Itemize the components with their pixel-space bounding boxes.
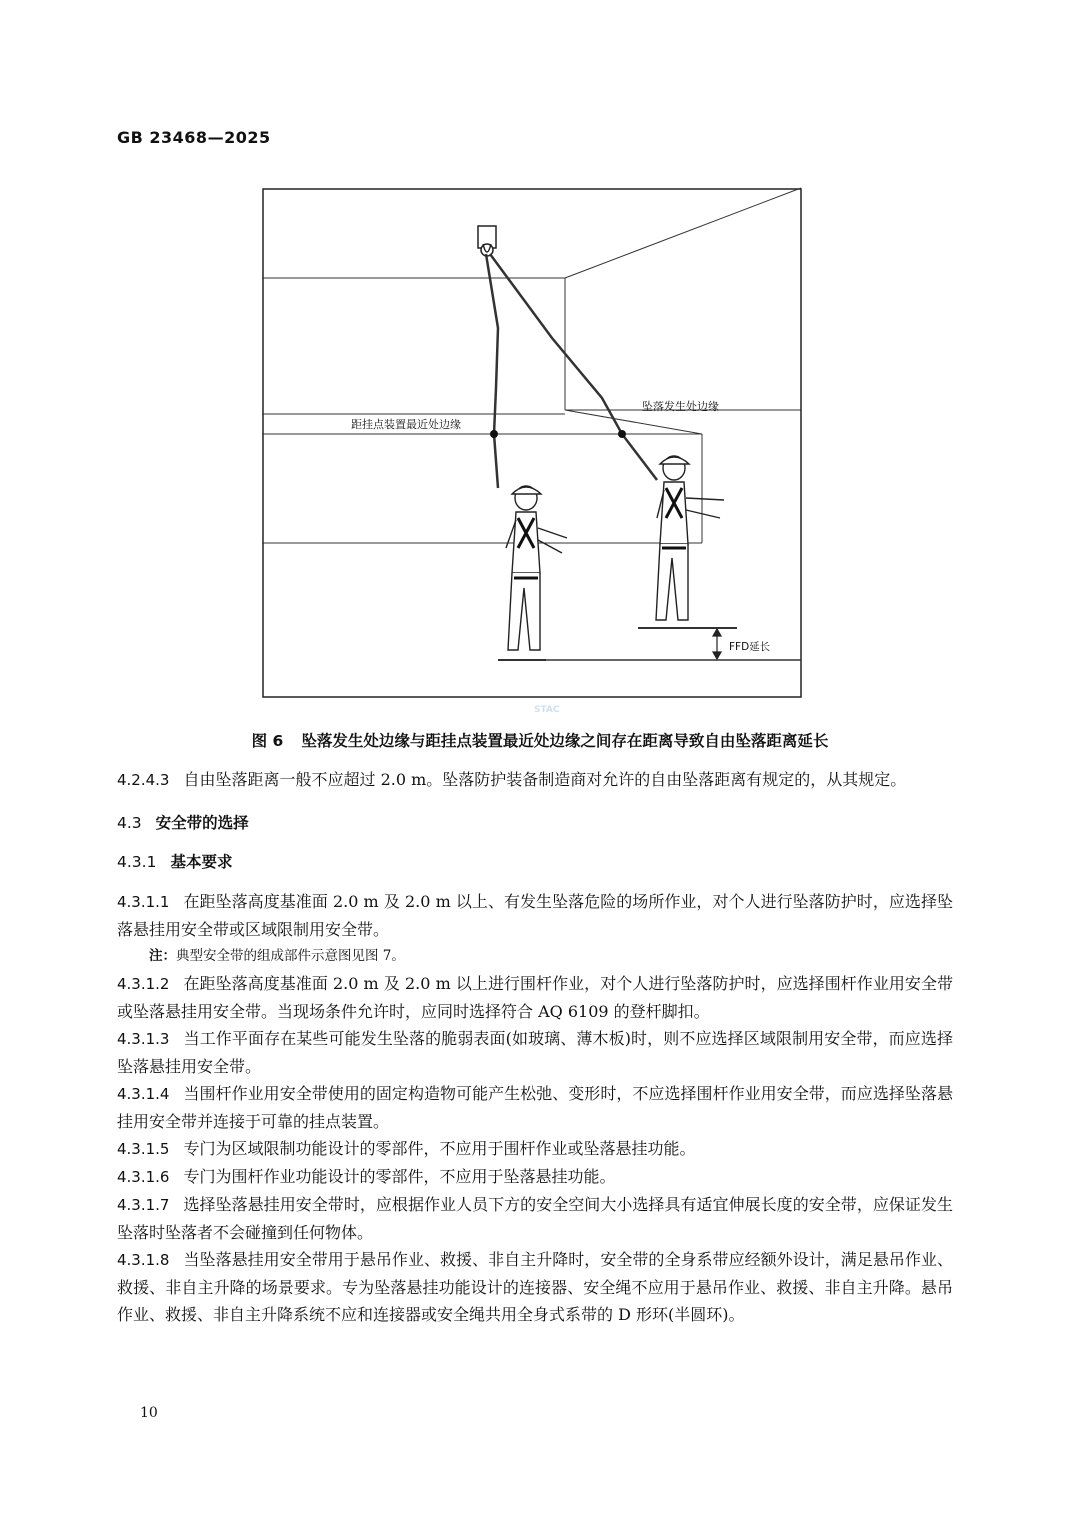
label-fall-edge: 坠落发生处边缘 <box>642 400 719 413</box>
clause-4-3-1-4: 4.3.1.4 当围杆作业用安全带使用的固定构造物可能产生松弛、变形时，不应选择围杆作业用安全带，而应选择坠落悬挂用安全带并连接于可靠的挂点装置。 <box>117 1084 953 1131</box>
label-near-edge: 距挂点装置最近处边缘 <box>351 418 461 431</box>
near-edge-point <box>490 430 498 438</box>
section-4-3-1-heading: 4.3.1 基本要求 <box>117 853 233 871</box>
label-ffd: FFD延长 <box>729 641 771 653</box>
clause-4-3-1-2: 4.3.1.2 在距坠落高度基准面 2.0 m 及 2.0 m 以上进行围杆作业，对个人进行坠落防护时，应选择围杆作业用安全带或坠落悬挂用安全带。当现场条件允许时，应同时选择符合 AQ 6109 的登杆脚扣。 <box>117 974 953 1021</box>
worker-left <box>506 486 567 650</box>
fall-edge-point <box>618 430 626 438</box>
body-content <box>117 766 953 1328</box>
note: 注：典型安全带的组成部件示意图见图 7。 <box>149 948 405 964</box>
document-code: GB 23468—2025 <box>117 128 271 147</box>
figure-caption <box>0 729 1080 751</box>
page-number: 10 <box>140 1405 158 1421</box>
watermark: STAC <box>534 705 560 715</box>
section-4-3-heading: 4.3 安全带的选择 <box>117 814 249 832</box>
clause-4-3-1-6: 4.3.1.6 专门为围杆作业功能设计的零部件，不应用于坠落悬挂功能。 <box>117 1167 616 1186</box>
figure-title: 坠落发生处边缘与距挂点装置最近处边缘之间存在距离导致自由坠落距离延长 <box>301 732 829 750</box>
lanyards <box>486 254 657 488</box>
clause-4-3-1-5: 4.3.1.5 专门为区域限制功能设计的零部件，不应用于围杆作业或坠落悬挂功能。 <box>117 1139 696 1158</box>
clause-4-2-4-3: 4.2.4.3 自由坠落距离一般不应超过 2.0 m。坠落防护装备制造商对允许的自由坠落距离有规定的，从其规定。 <box>117 770 907 789</box>
clause-4-3-1-8: 4.3.1.8 当坠落悬挂用安全带用于悬吊作业、救援、非自主升降时，安全带的全身系带应经额外设计，满足悬吊作业、救援、非自主升降的场景要求。专为坠落悬挂功能设计的连接器、安全绳不应用于悬吊作业、救援、非自主升降。悬吊作业、救援、非自主升降系统不应和连接器或安全绳共用全身式系带的 D 形环(半圆环)。 <box>117 1250 953 1324</box>
figure-6-diagram <box>262 188 802 715</box>
figure-number: 图 6 <box>251 732 284 750</box>
ffd-extension-arrow <box>713 629 721 659</box>
clause-4-3-1-7: 4.3.1.7 选择坠落悬挂用安全带时，应根据作业人员下方的安全空间大小选择具有适宜伸展长度的安全带，应保证发生坠落时坠落者不会碰撞到任何物体。 <box>117 1195 953 1242</box>
clause-4-3-1-3: 4.3.1.3 当工作平面存在某些可能发生坠落的脆弱表面(如玻璃、薄木板)时，则不应选择区域限制用安全带，而应选择坠落悬挂用安全带。 <box>117 1029 953 1076</box>
clause-4-3-1-1: 4.3.1.1 在距坠落高度基准面 2.0 m 及 2.0 m 以上、有发生坠落危险的场所作业，对个人进行坠落防护时，应选择坠落悬挂用安全带或区域限制用安全带。 <box>117 892 953 939</box>
anchor-device <box>478 226 496 256</box>
worker-right <box>656 456 724 620</box>
